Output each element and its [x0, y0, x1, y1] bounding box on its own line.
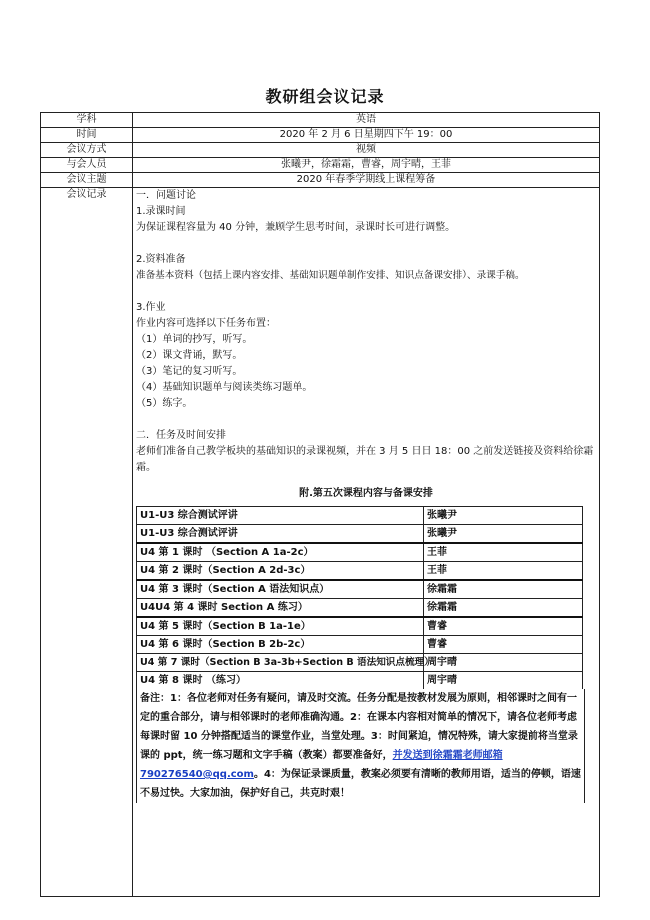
row-time — [41, 128, 600, 143]
teacher-cell: 曹睿 — [424, 636, 583, 654]
table-row — [137, 507, 583, 525]
section-1-3-body: 作业内容可选择以下任务布置： — [136, 318, 276, 329]
lesson-cell: U4U4 第 4 课时 Section A 练习） — [137, 599, 424, 618]
record-label: 会议记录 — [41, 188, 133, 897]
topic-label: 会议主题 — [41, 173, 133, 188]
remarks-text-2: 。4：为保证录课质量，教案必须要有清晰的教师用语，适当的停顿，语速不易过快。大家加油，保护好自己，共克时艰！ — [140, 769, 581, 799]
lesson-cell: U1-U3 综合测试评讲 — [137, 525, 424, 544]
section-1-1-body: 为保证课程容量为 40 分钟，兼顾学生思考时间，录课时长可进行调整。 — [136, 222, 456, 233]
subject-label: 学科 — [41, 113, 133, 128]
row-attendees — [41, 158, 600, 173]
teacher-cell: 徐霜霜 — [424, 580, 583, 599]
subject-value: 英语 — [133, 113, 600, 128]
page-title: 教研组会议记录 — [265, 87, 385, 106]
section-1-3-title: 3.作业 — [136, 302, 166, 313]
lesson-cell: U4 第 5 课时（Section B 1a-1e） — [137, 617, 424, 636]
lesson-cell: U4 第 2 课时（Section A 2d-3c） — [137, 562, 424, 581]
section-1-1-title: 1.录课时间 — [136, 206, 186, 217]
mode-value: 视频 — [133, 143, 600, 158]
teacher-cell: 周宇晴 — [424, 654, 583, 672]
row-mode — [41, 143, 600, 158]
teacher-cell: 张曦尹 — [424, 525, 583, 544]
record-content — [133, 188, 600, 897]
teacher-cell: 王菲 — [424, 562, 583, 581]
teacher-cell: 曹睿 — [424, 617, 583, 636]
task-item: （2）课文背诵，默写。 — [136, 350, 243, 361]
teacher-cell: 周宇晴 — [424, 672, 583, 690]
table-row — [137, 654, 583, 672]
table-row — [137, 617, 583, 636]
table-row — [137, 672, 583, 690]
table-row — [137, 525, 583, 544]
row-subject — [41, 113, 600, 128]
section-1-2-title: 2.资料准备 — [136, 254, 186, 265]
row-record — [41, 188, 600, 897]
task-item: （5）练字。 — [136, 398, 193, 409]
teacher-cell: 徐霜霜 — [424, 599, 583, 618]
mode-label: 会议方式 — [41, 143, 133, 158]
table-row — [137, 599, 583, 618]
task-item: （4）基础知识题单与阅读类练习题单。 — [136, 382, 313, 393]
lesson-cell: U1-U3 综合测试评讲 — [137, 507, 424, 525]
schedule-table — [136, 506, 583, 689]
lesson-cell: U4 第 8 课时 （练习） — [137, 672, 424, 690]
teacher-cell: 张曦尹 — [424, 507, 583, 525]
section-1-title: 一．问题讨论 — [136, 190, 196, 201]
teacher-cell: 王菲 — [424, 543, 583, 562]
table-row — [137, 580, 583, 599]
task-item: （1）单词的抄写，听写。 — [136, 334, 253, 345]
time-label: 时间 — [41, 128, 133, 143]
attendees-value: 张曦尹，徐霜霜，曹睿，周宇晴，王菲 — [133, 158, 600, 173]
section-2-body: 老师们准备自己教学板块的基础知识的录课视频，并在 3 月 5 日日 18：00 之前发送链接及资料给徐霜霜。 — [136, 446, 594, 473]
task-item: （3）笔记的复习听写。 — [136, 366, 243, 377]
meeting-info-table — [40, 112, 600, 897]
remarks-text-1: 备注：1：各位老师对任务有疑问，请及时交流。任务分配是按教材发展为原则，相邻课时之间有一定的重合部分，请与相邻课时的老师准确沟通。2：在课本内容相对简单的情况下，请各位老师考虑每课时留 10 分钟搭配适当的课堂作业，当堂处理。3：时间紧迫，情况特殊，请大家提前将当堂录课的 ppt，统一练习题和文字手稿（教案）都要准备好， — [140, 693, 578, 761]
email-link[interactable]: 并发送到徐霜霜老师邮箱 790276540@qq.com — [140, 750, 503, 780]
table-row — [137, 636, 583, 654]
remarks — [136, 689, 585, 803]
lesson-cell: U4 第 3 课时（Section A 语法知识点） — [137, 580, 424, 599]
table-row — [137, 543, 583, 562]
table-row — [137, 562, 583, 581]
time-value: 2020 年 2 月 6 日星期四下午 19：00 — [133, 128, 600, 143]
lesson-cell: U4 第 7 课时（Section B 3a-3b+Section B 语法知识点梳理） — [137, 654, 424, 672]
row-topic — [41, 173, 600, 188]
section-2-title: 二．任务及时间安排 — [136, 430, 226, 441]
section-1-2-body: 准备基本资料（包括上课内容安排、基础知识题单制作安排、知识点备课安排）、录课手稿。 — [136, 270, 525, 281]
appendix-title: 附.第五次课程内容与备课安排 — [299, 488, 433, 499]
attendees-label: 与会人员 — [41, 158, 133, 173]
lesson-cell: U4 第 1 课时 （Section A 1a-2c） — [137, 543, 424, 562]
lesson-cell: U4 第 6 课时（Section B 2b-2c） — [137, 636, 424, 654]
topic-value: 2020 年春季学期线上课程筹备 — [133, 173, 600, 188]
